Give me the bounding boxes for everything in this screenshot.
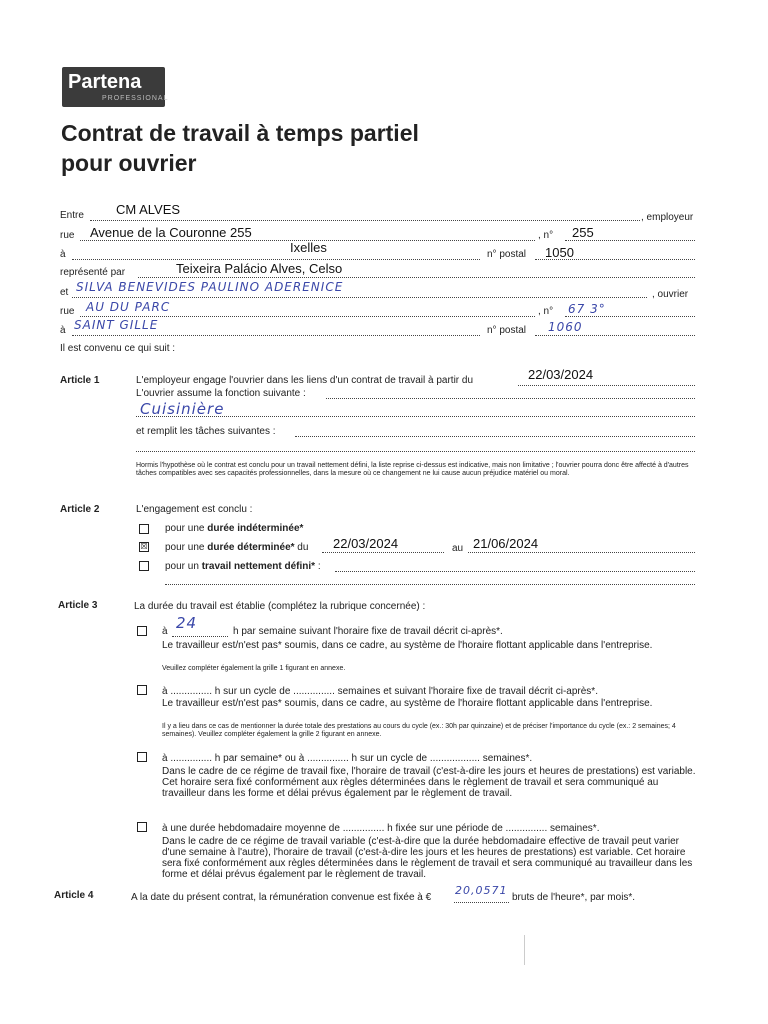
worker-a-label: à [60,325,66,336]
article1-line1: L'employeur engage l'ouvrier dans les liens d'un contrat de travail à partir du [136,375,474,386]
article3-intro: La durée du travail est établie (complétez la rubrique concernée) : [134,601,426,612]
worker-postal-label: n° postal [487,325,527,336]
duree-from-date: 22/03/2024 [333,536,399,551]
partena-logo [62,67,169,107]
duree-au-label: au [452,543,464,554]
o3-body: Dans le cadre de ce régime de travail fixe, l'horaire de travail (c'est-à-dire les jours et heures de prestations) est variable. Cet horaire sera fixé conformément aux règles déterminées dans le règlement de travail et sera communiqué au travailleur dans les forme et délai prévus également par le règlement de travail. [162,766,696,799]
article4-wage: 20,0571 [455,884,508,897]
o1-a-label: à [162,626,168,637]
employer-postal-label: n° postal [487,249,527,260]
employer-a-label: à [60,249,66,260]
o1-hours-value: 24 [176,614,198,632]
article1-note: Hormis l'hypothèse où le contrat est conclu pour un travail nettement défini, la liste reprise ci-dessus est indicative, mais non limitative ; l'ouvrier pourra donc être affecté à d'autres tâches compatibles avec ses capacités professionnelles, dans la mesure où ce changement ne lui cause aucun préjudice matériel ou moral. [136,462,689,477]
et-label: et [60,287,69,298]
worker-name: SILVA BENEVIDES PAULINO ADERENICE [76,280,344,294]
employer-city: Ixelles [290,240,327,255]
article1-fonction: Cuisinière [140,400,225,418]
employer-rue-label: rue [60,230,75,241]
worker-suffix: , ouvrier [652,289,689,300]
worker-postal: 1060 [548,320,583,334]
checkbox-cycle-fixe[interactable] [137,685,147,695]
document-title-line2: pour ouvrier [61,150,197,176]
o1-body: Le travailleur est/n'est pas* soumis, dans ce cadre, au système de l'horaire flottant applicable dans l'entreprise. [162,640,653,651]
checkbox-horaire-fixe[interactable] [137,626,147,636]
represente-label: représenté par [60,267,126,278]
worker-city: SAINT GILLE [74,318,159,332]
article3-label: Article 3 [58,600,98,611]
scan-mark [524,935,525,965]
document-title-line1: Contrat de travail à temps partiel [61,120,419,146]
o1-text: h par semaine suivant l'horaire fixe de travail décrit ci-après*. [233,626,503,637]
checkbox-duree-moyenne[interactable] [137,822,147,832]
o3-text: à ............... h par semaine* ou à ............... h sur un cycle de .................. semaines*. [162,753,533,764]
option-duree-indeterminee: pour une durée indéterminée* [165,523,304,534]
o1-note: Veuillez compléter également la grille 1 figurant en annexe. [162,665,346,672]
representative-name: Teixeira Palácio Alves, Celso [176,261,343,276]
checkbox-horaire-variable[interactable] [137,752,147,762]
employer-street: Avenue de la Couronne 255 [90,225,252,240]
checkbox-duree-determinee[interactable]: ☒ [140,542,148,551]
article1-line2: L'ouvrier assume la fonction suivante : [136,388,306,399]
o4-text: à une durée hebdomadaire moyenne de ............... h fixée sur une période de ............... semaines*. [162,823,600,834]
o4-body: Dans le cadre de ce régime de travail variable (c'est-à-dire que la durée hebdomadaire effective de travail peut varier d'une semaine à l'autre), l'horaire de travail (c'est-à-dire les jours et les heures de prestations) est variable. Cet horaire sera fixé conformément aux règles déterminées dans le règlement de travail et sera communiqué au travailleur dans les forme et délai prévus également par le règlement de travail. [162,836,693,880]
o2-note: Il y a lieu dans ce cas de mentionner la durée totale des prestations au cours du cycle (ex.: 30h par quinzaine) et de préciser l'importance du cycle (ex.: 2 semaines; 4 semaines). Veuillez compléter également la grille 2 figurant en annexe. [162,723,676,738]
option-duree-determinee: pour une durée déterminée* du [165,542,309,553]
article4-text: A la date du présent contrat, la rémunération convenue est fixée à € [131,892,432,903]
o2-body: Le travailleur est/n'est pas* soumis, dans ce cadre, au système de l'horaire flottant applicable dans l'entreprise. [162,698,653,709]
article4-label: Article 4 [54,890,94,901]
option-travail-defini: pour un travail nettement défini* : [165,561,321,572]
checkbox-travail-defini[interactable] [139,561,149,571]
worker-rue-label: rue [60,306,75,317]
entre-label: Entre [60,210,84,221]
o2-text: à ............... h sur un cycle de ............... semaines et suivant l'horaire fixe de travail décrit ci-après*. [162,686,598,697]
checkbox-duree-indeterminee[interactable] [139,524,149,534]
worker-street: AU DU PARC [86,300,171,314]
convenu-text: Il est convenu ce qui suit : [60,343,176,354]
article1-line3: et remplit les tâches suivantes : [136,426,276,437]
article4-text-post: bruts de l'heure*, par mois*. [512,892,636,903]
logo-name: Partena [68,71,142,93]
article1-start-date: 22/03/2024 [528,367,594,382]
employer-suffix: , employeur [641,212,694,223]
employer-no-label: , n° [538,230,554,241]
article2-label: Article 2 [60,504,100,515]
employer-number: 255 [572,225,594,240]
duree-to-date: 21/06/2024 [473,536,539,551]
logo-subtitle: PROFESSIONAL [102,95,169,102]
employer-postal: 1050 [545,245,574,260]
worker-no-label: , n° [538,306,554,317]
employer-name: CM ALVES [116,202,181,217]
article1-label: Article 1 [60,375,100,386]
article2-intro: L'engagement est conclu : [136,504,253,515]
worker-number: 67 3° [568,302,606,316]
